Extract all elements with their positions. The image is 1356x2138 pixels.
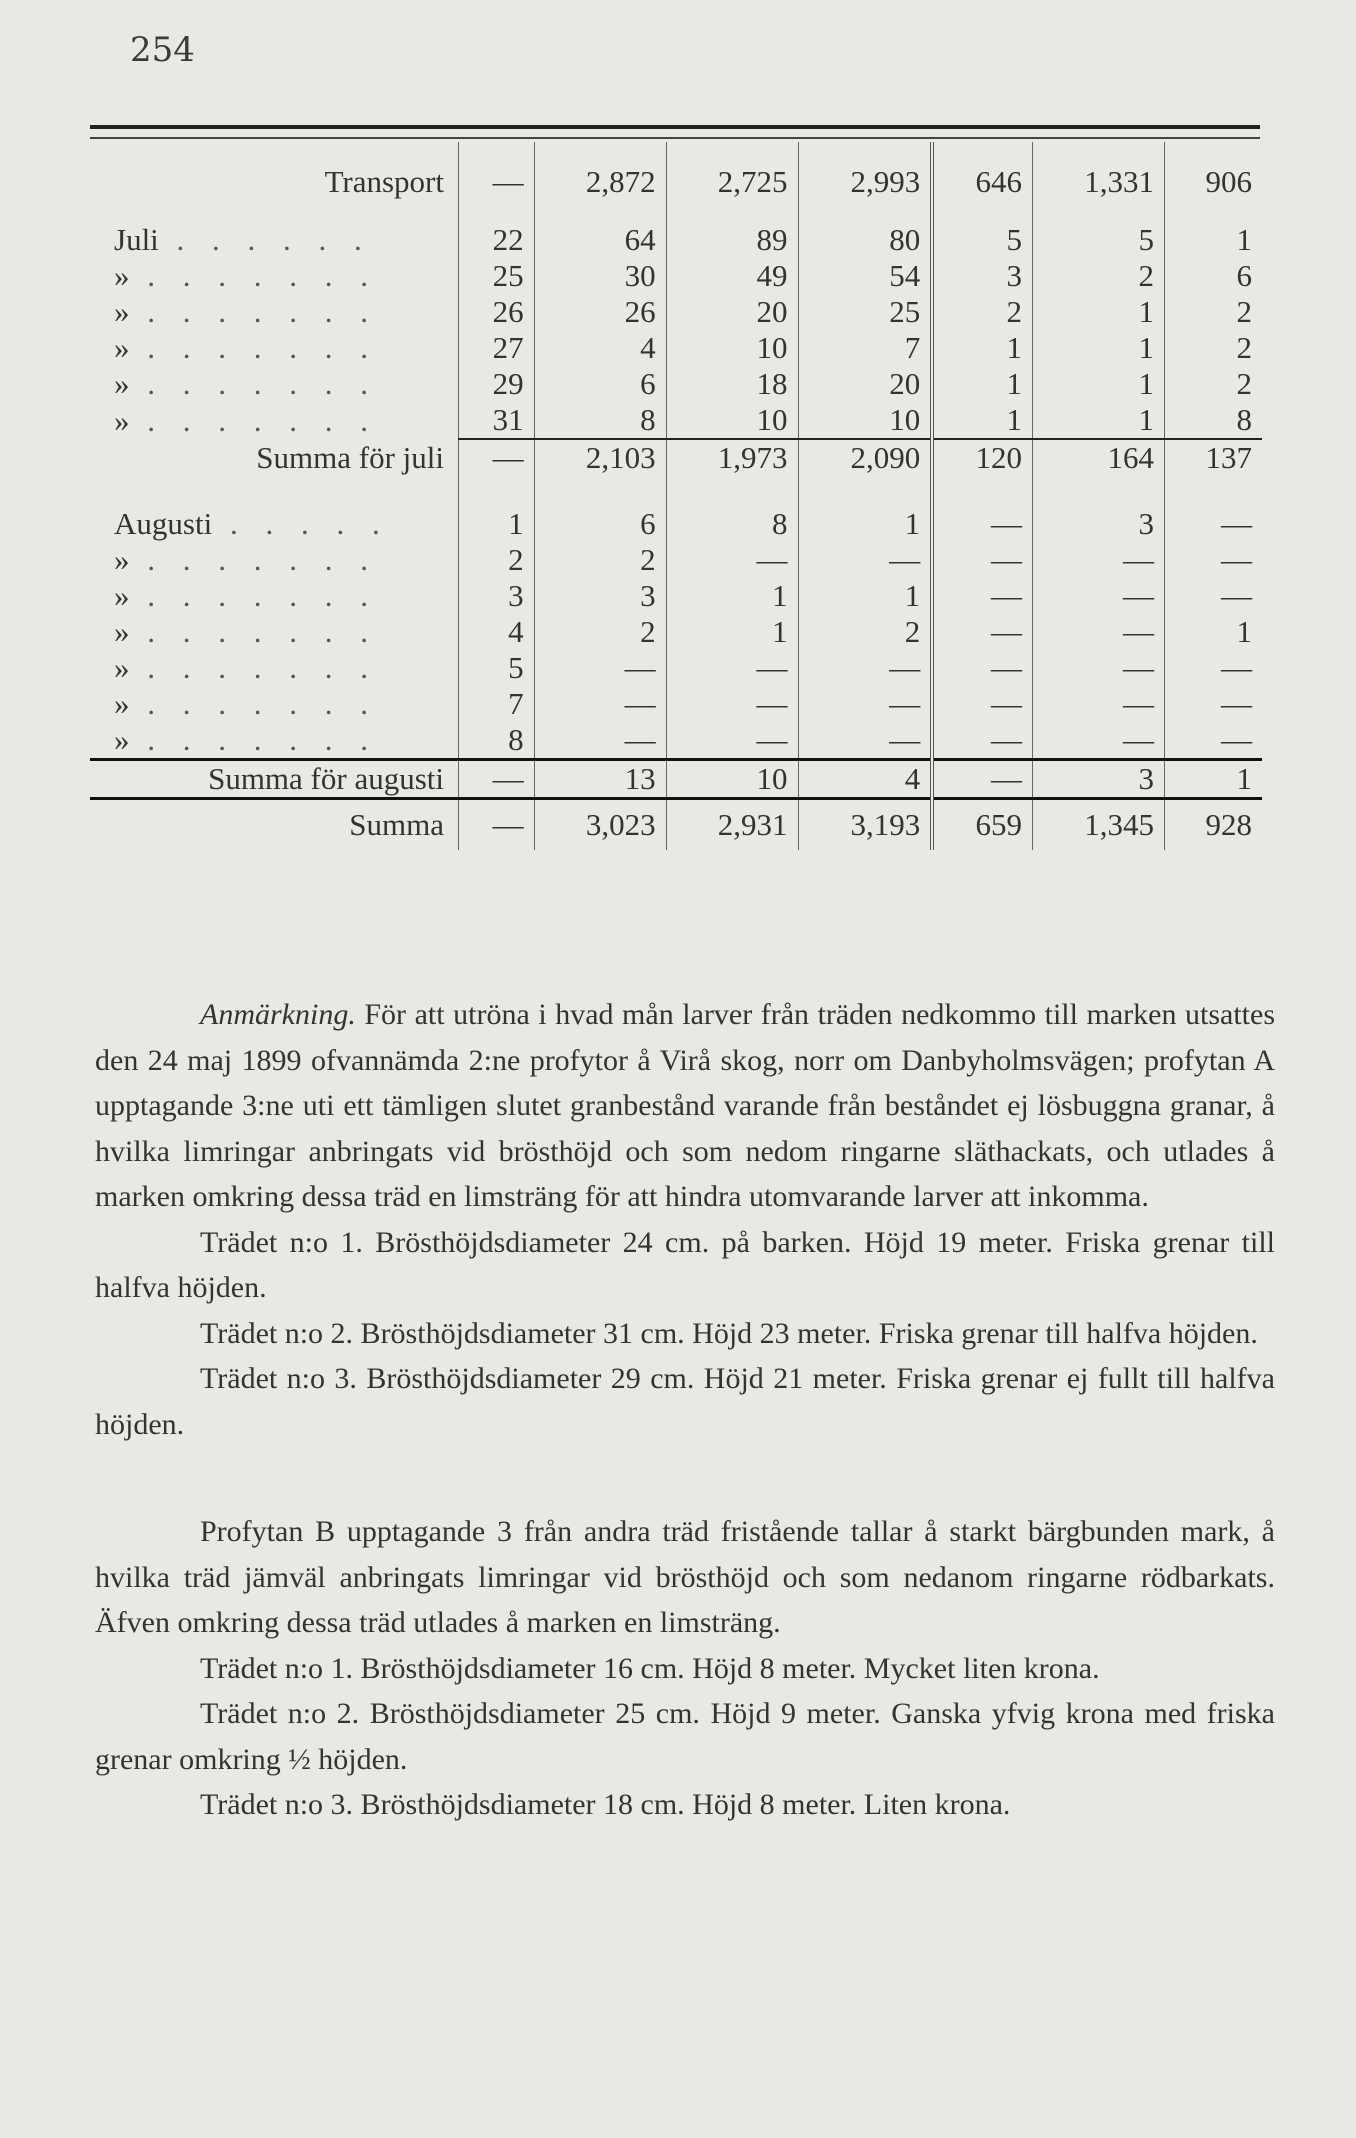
row-label: » . . . . . . . xyxy=(114,614,378,649)
juli-row xyxy=(90,330,1262,366)
tree-b3: Trädet n:o 3. Brösthöjdsdiameter 18 cm. Höjd 8 meter. Liten krona. xyxy=(200,1788,1011,1821)
cell-c4: — xyxy=(798,686,932,722)
cell-c5: — xyxy=(932,722,1032,760)
cell-c6: — xyxy=(1033,542,1165,578)
cell-c1: 2 xyxy=(459,542,535,578)
cell-c5: — xyxy=(932,760,1032,799)
cell-c1: 31 xyxy=(459,402,535,439)
cell-c2: 26 xyxy=(534,294,666,330)
cell-c5: 1 xyxy=(932,366,1032,402)
row-label: » . . . . . . . xyxy=(114,578,378,613)
cell-c5: 120 xyxy=(932,439,1032,476)
cell-c1: 26 xyxy=(459,294,535,330)
top-rule-thin xyxy=(90,137,1260,139)
augusti-row xyxy=(90,578,1262,614)
cell-c4: 80 xyxy=(798,222,932,258)
cell-c5: — xyxy=(932,542,1032,578)
cell-c6: 5 xyxy=(1033,222,1165,258)
cell-c3: — xyxy=(666,650,798,686)
transport-row xyxy=(90,142,1262,222)
annotation-paragraph: Anmärkning. För att utröna i hvad mån larver från träden nedkommo till marken utsattes den 24 maj 1899 ofvannämda 2:ne profytor å Virå skog, norr om Danbyholmsvägen; profytan A upptagande 3:ne uti ett tämligen slutet granbestånd varande från beståndet ej lösbuggna granar, å hvilka limringar anbringats vid brösthöjd och som nedom ringarne släthackats, och utlades å marken omkring dessa träd en limsträng för att hindra utomvarande larver att inkomma. xyxy=(95,998,1275,1213)
cell-c7: — xyxy=(1165,722,1262,760)
cell-c5: — xyxy=(932,578,1032,614)
cell-c7: 1 xyxy=(1165,614,1262,650)
cell-c2: 30 xyxy=(534,258,666,294)
cell-c7: 1 xyxy=(1165,222,1262,258)
cell-c2: — xyxy=(534,650,666,686)
cell-c4: — xyxy=(798,722,932,760)
row-label: Summa för juli xyxy=(256,439,444,475)
row-label: Summa xyxy=(90,799,459,851)
row-label: » . . . . . . . xyxy=(114,722,378,757)
juli-row xyxy=(90,294,1262,330)
augusti-row xyxy=(90,722,1262,760)
cell-c7: 928 xyxy=(1165,799,1262,851)
cell-c5: 646 xyxy=(932,142,1032,222)
cell-c7: — xyxy=(1165,686,1262,722)
cell-c1: — xyxy=(459,439,535,476)
cell-c2: 2 xyxy=(534,614,666,650)
cell-c1: — xyxy=(459,760,535,799)
cell-c1: 25 xyxy=(459,258,535,294)
cell-c6: 2 xyxy=(1033,258,1165,294)
cell-c2: 6 xyxy=(534,366,666,402)
cell-c2: 3,023 xyxy=(534,799,666,851)
cell-c4: — xyxy=(798,542,932,578)
cell-c5: 5 xyxy=(932,222,1032,258)
cell-c5: — xyxy=(932,506,1032,542)
cell-c3: — xyxy=(666,722,798,760)
cell-c7: — xyxy=(1165,578,1262,614)
augusti-row xyxy=(90,650,1262,686)
cell-c2: 4 xyxy=(534,330,666,366)
cell-c2: 64 xyxy=(534,222,666,258)
cell-c1: 22 xyxy=(459,222,535,258)
cell-c3: 49 xyxy=(666,258,798,294)
cell-c4: 54 xyxy=(798,258,932,294)
row-label: » . . . . . . . xyxy=(114,402,378,438)
cell-c3: 1 xyxy=(666,578,798,614)
page-number: 254 xyxy=(130,30,195,70)
cell-c6: 1 xyxy=(1033,402,1165,439)
cell-c7: 2 xyxy=(1165,294,1262,330)
cell-c5: 659 xyxy=(932,799,1032,851)
cell-c7: 2 xyxy=(1165,366,1262,402)
cell-c4: 1 xyxy=(798,578,932,614)
cell-c5: 1 xyxy=(932,330,1032,366)
row-label: » . . . . . . . xyxy=(114,294,378,329)
cell-c4: 4 xyxy=(798,760,932,799)
row-label: » . . . . . . . xyxy=(114,330,378,365)
row-label: » . . . . . . . xyxy=(114,258,378,293)
cell-c7: 2 xyxy=(1165,330,1262,366)
juli-row xyxy=(90,402,1262,439)
cell-c7: — xyxy=(1165,542,1262,578)
cell-c2: — xyxy=(534,686,666,722)
cell-c5: 1 xyxy=(932,402,1032,439)
row-label: Juli . . . . . . xyxy=(114,222,372,257)
cell-c1: 1 xyxy=(459,506,535,542)
cell-c4: 3,193 xyxy=(798,799,932,851)
annotation-heading: Anmärkning. xyxy=(200,998,356,1031)
cell-c3: 10 xyxy=(666,402,798,439)
juli-row xyxy=(90,366,1262,402)
row-label: » . . . . . . . xyxy=(114,366,378,401)
cell-c6: 1 xyxy=(1033,366,1165,402)
cell-c3: — xyxy=(666,686,798,722)
cell-c6: — xyxy=(1033,650,1165,686)
cell-c2: — xyxy=(534,722,666,760)
tree-b2: Trädet n:o 2. Brösthöjdsdiameter 25 cm. Höjd 9 meter. Ganska yfvig krona med friska grenar omkring ½ höjden. xyxy=(95,1697,1275,1776)
juli-row xyxy=(90,258,1262,294)
cell-c6: 1,345 xyxy=(1033,799,1165,851)
cell-c2: 8 xyxy=(534,402,666,439)
cell-c6: 164 xyxy=(1033,439,1165,476)
cell-c3: — xyxy=(666,542,798,578)
cell-c7: — xyxy=(1165,506,1262,542)
cell-c5: — xyxy=(932,614,1032,650)
tree-a1: Trädet n:o 1. Brösthöjdsdiameter 24 cm. på barken. Höjd 19 meter. Friska grenar till halfva höjden. xyxy=(95,1225,1275,1304)
cell-c5: — xyxy=(932,686,1032,722)
cell-c1: — xyxy=(459,142,535,222)
row-label: » . . . . . . . xyxy=(114,686,378,721)
cell-c7: 906 xyxy=(1165,142,1262,222)
cell-c6: — xyxy=(1033,614,1165,650)
cell-c6: 3 xyxy=(1033,506,1165,542)
annotation-text xyxy=(95,992,1275,1828)
cell-c2: 13 xyxy=(534,760,666,799)
statistics-table xyxy=(90,142,1262,850)
cell-c3: 10 xyxy=(666,330,798,366)
cell-c4: 2,993 xyxy=(798,142,932,222)
cell-c6: — xyxy=(1033,686,1165,722)
cell-c3: 10 xyxy=(666,760,798,799)
augusti-sum-row xyxy=(90,760,1262,799)
cell-c5: 2 xyxy=(932,294,1032,330)
cell-c6: 1,331 xyxy=(1033,142,1165,222)
cell-c7: — xyxy=(1165,650,1262,686)
cell-c4: 2,090 xyxy=(798,439,932,476)
juli-row xyxy=(90,222,1262,258)
augusti-row xyxy=(90,542,1262,578)
plot-b-paragraph: Profytan B upptagande 3 från andra träd fristående tallar å starkt bärgbunden mark, å hvilka träd jämväl anbringats limringar vid brösthöjd och som nedanom ringarne rödbarkats. Äfven omkring dessa träd utlades å marken en limsträng. xyxy=(95,1515,1275,1639)
cell-c2: 2,103 xyxy=(534,439,666,476)
juli-sum-row xyxy=(90,439,1262,476)
cell-c2: 3 xyxy=(534,578,666,614)
tree-a2: Trädet n:o 2. Brösthöjdsdiameter 31 cm. Höjd 23 meter. Friska grenar till halfva höjden. xyxy=(200,1316,1258,1350)
cell-c6: 3 xyxy=(1033,760,1165,799)
cell-c7: 1 xyxy=(1165,760,1262,799)
cell-c2: 2,872 xyxy=(534,142,666,222)
tree-a3: Trädet n:o 3. Brösthöjdsdiameter 29 cm. Höjd 21 meter. Friska grenar ej fullt till halfva höjden. xyxy=(95,1362,1275,1441)
cell-c6: — xyxy=(1033,722,1165,760)
row-label: Augusti . . . . . xyxy=(114,506,390,541)
cell-c6: 1 xyxy=(1033,330,1165,366)
cell-c3: 1 xyxy=(666,614,798,650)
cell-c3: 8 xyxy=(666,506,798,542)
cell-c4: 20 xyxy=(798,366,932,402)
cell-c6: — xyxy=(1033,578,1165,614)
cell-c1: 3 xyxy=(459,578,535,614)
cell-c3: 2,931 xyxy=(666,799,798,851)
row-label: Transport xyxy=(324,164,444,199)
cell-c4: 1 xyxy=(798,506,932,542)
tree-b1: Trädet n:o 1. Brösthöjdsdiameter 16 cm. Höjd 8 meter. Mycket liten krona. xyxy=(200,1651,1100,1685)
cell-c7: 6 xyxy=(1165,258,1262,294)
top-rule xyxy=(90,125,1260,129)
row-label: » . . . . . . . xyxy=(114,542,378,577)
cell-c6: 1 xyxy=(1033,294,1165,330)
cell-c3: 18 xyxy=(666,366,798,402)
total-row xyxy=(90,799,1262,851)
cell-c2: 6 xyxy=(534,506,666,542)
row-label: » . . . . . . . xyxy=(114,650,378,685)
cell-c1: 29 xyxy=(459,366,535,402)
augusti-row xyxy=(90,614,1262,650)
cell-c4: 25 xyxy=(798,294,932,330)
cell-c4: — xyxy=(798,650,932,686)
cell-c5: — xyxy=(932,650,1032,686)
cell-c7: 8 xyxy=(1165,402,1262,439)
cell-c1: 8 xyxy=(459,722,535,760)
augusti-row xyxy=(90,506,1262,542)
cell-c3: 2,725 xyxy=(666,142,798,222)
augusti-row xyxy=(90,686,1262,722)
cell-c4: 2 xyxy=(798,614,932,650)
cell-c4: 7 xyxy=(798,330,932,366)
cell-c1: 7 xyxy=(459,686,535,722)
row-label: Summa för augusti xyxy=(90,760,459,799)
cell-c5: 3 xyxy=(932,258,1032,294)
cell-c7: 137 xyxy=(1165,439,1262,476)
cell-c1: 4 xyxy=(459,614,535,650)
cell-c3: 1,973 xyxy=(666,439,798,476)
cell-c3: 20 xyxy=(666,294,798,330)
cell-c1: 5 xyxy=(459,650,535,686)
cell-c4: 10 xyxy=(798,402,932,439)
cell-c2: 2 xyxy=(534,542,666,578)
cell-c3: 89 xyxy=(666,222,798,258)
cell-c1: — xyxy=(459,799,535,851)
cell-c1: 27 xyxy=(459,330,535,366)
